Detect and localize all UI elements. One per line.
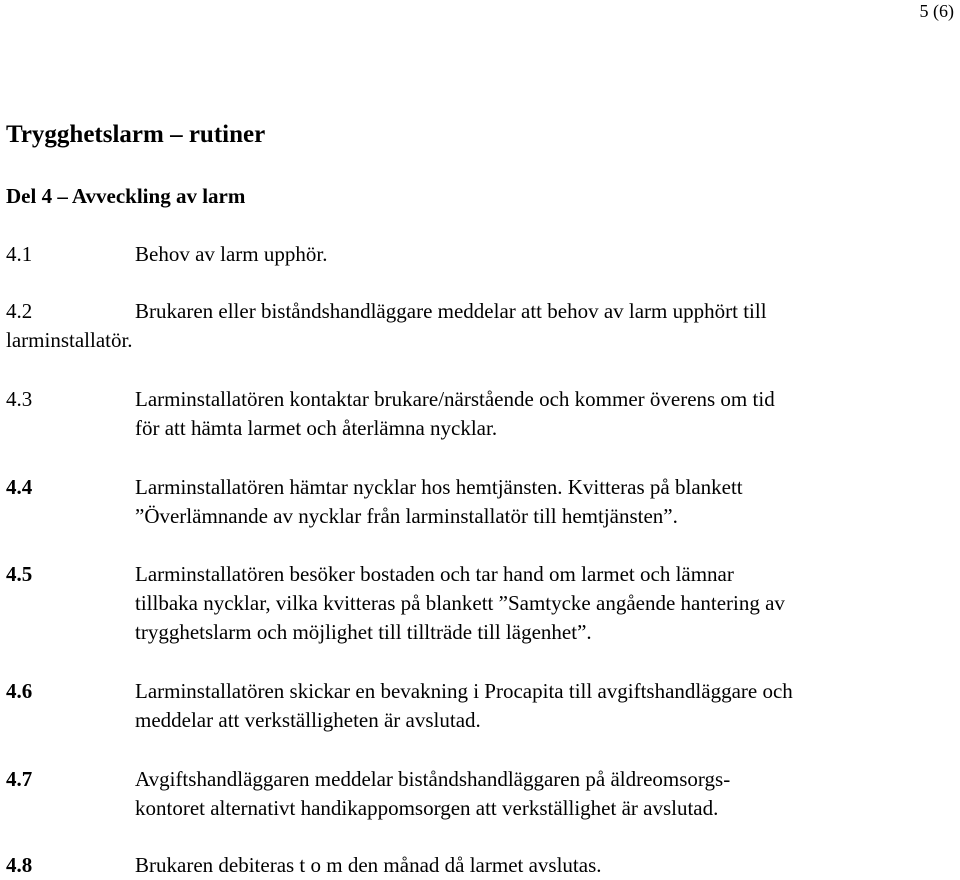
- item-number: 4.8: [6, 853, 33, 877]
- item-number: 4.4: [6, 475, 33, 499]
- list-item: [6, 560, 954, 647]
- item-number: 4.5: [6, 562, 33, 586]
- list-item: [6, 297, 954, 355]
- list-item: [6, 473, 954, 531]
- item-text: [135, 385, 954, 443]
- item-text: [135, 851, 954, 880]
- item-line: Larminstallatören hämtar nycklar hos hemtjänsten. Kvitteras på blankett: [135, 475, 743, 499]
- item-line: Brukaren debiteras t o m den månad då larmet avslutas.: [135, 853, 602, 877]
- item-line: tillbaka nycklar, vilka kvitteras på blankett ”Samtycke angående hantering av: [135, 591, 785, 615]
- list-item: [6, 240, 954, 269]
- item-line: kontoret alternativt handikappomsorgen att verkställighet är avslutad.: [135, 796, 719, 820]
- item-line: meddelar att verkställigheten är avslutad.: [135, 708, 481, 732]
- item-line: larminstallatör.: [6, 328, 133, 352]
- list-item: [6, 851, 954, 880]
- item-text: [135, 765, 954, 823]
- item-line: Larminstallatören kontaktar brukare/närstående och kommer överens om tid: [135, 387, 775, 411]
- item-number: 4.3: [6, 387, 33, 411]
- item-text: [135, 677, 954, 735]
- item-number: 4.6: [6, 679, 33, 703]
- list-item: [6, 385, 954, 443]
- item-line: ”Överlämnande av nycklar från larminstallatör till hemtjänsten”.: [135, 504, 678, 528]
- item-line: Brukaren eller biståndshandläggare meddelar att behov av larm upphört till: [135, 299, 767, 323]
- page-number: 5 (6): [919, 1, 954, 21]
- item-line: Larminstallatören besöker bostaden och tar hand om larmet och lämnar: [135, 562, 734, 586]
- section-heading: Del 4 – Avveckling av larm: [6, 184, 246, 208]
- item-line: trygghetslarm och möjlighet till tillträde till lägenhet”.: [135, 620, 592, 644]
- item-text: [135, 473, 954, 531]
- document-title: Trygghetslarm – rutiner: [6, 121, 266, 148]
- list-item: [6, 765, 954, 823]
- item-line: Behov av larm upphör.: [135, 242, 328, 266]
- list-item: [6, 677, 954, 735]
- item-line: för att hämta larmet och återlämna nycklar.: [135, 416, 498, 440]
- item-text: [135, 240, 954, 269]
- item-line: Larminstallatören skickar en bevakning i Procapita till avgiftshandläggare och: [135, 679, 793, 703]
- item-number: 4.1: [6, 242, 33, 266]
- item-number: 4.7: [6, 767, 33, 791]
- item-text: [135, 560, 954, 647]
- item-number: 4.2: [6, 299, 33, 323]
- item-line: Avgiftshandläggaren meddelar biståndshandläggaren på äldreomsorgs-: [135, 767, 731, 791]
